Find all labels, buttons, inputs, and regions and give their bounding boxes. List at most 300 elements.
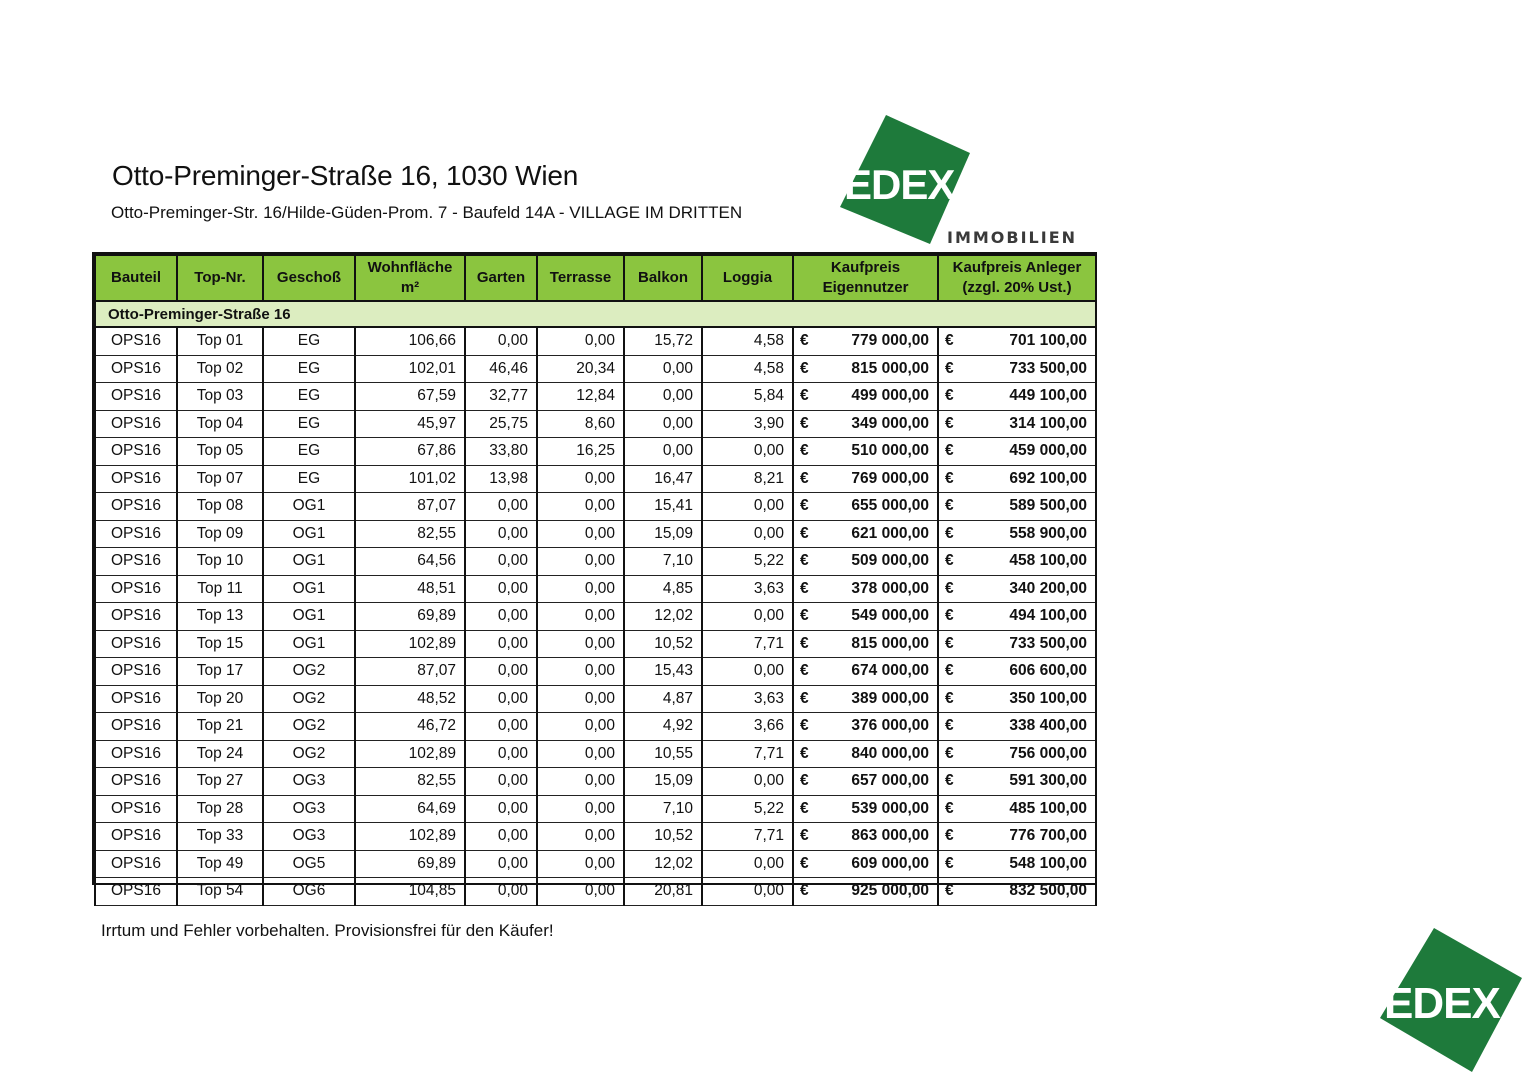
cell-kaufpreis-eigennutzer — [793, 548, 938, 576]
cell-balkon: 0,00 — [624, 410, 702, 438]
cell-kaufpreis-eigennutzer — [793, 355, 938, 383]
cell-garten: 0,00 — [465, 768, 537, 796]
cell-geschoss: OG2 — [263, 740, 355, 768]
cell-bauteil: OPS16 — [95, 795, 177, 823]
cell-wohnflaeche: 82,55 — [355, 520, 465, 548]
cell-top-nr: Top 03 — [177, 383, 263, 411]
cell-kaufpreis-eigennutzer — [793, 575, 938, 603]
cell-top-nr: Top 11 — [177, 575, 263, 603]
cell-balkon: 15,09 — [624, 768, 702, 796]
cell-garten: 0,00 — [465, 327, 537, 355]
table-header-row — [95, 255, 1096, 301]
table-row — [95, 768, 1096, 796]
price-value: 609 000,00 — [851, 854, 929, 872]
cell-geschoss: OG1 — [263, 520, 355, 548]
table-row — [95, 355, 1096, 383]
header-top-nr: Top-Nr. — [177, 255, 263, 301]
cell-kaufpreis-eigennutzer — [793, 768, 938, 796]
cell-garten: 0,00 — [465, 850, 537, 878]
price-value: 350 100,00 — [1009, 689, 1087, 707]
cell-kaufpreis-anleger — [938, 383, 1096, 411]
cell-top-nr: Top 20 — [177, 685, 263, 713]
cell-kaufpreis-anleger — [938, 493, 1096, 521]
currency-symbol: € — [800, 634, 809, 652]
cell-top-nr: Top 27 — [177, 768, 263, 796]
cell-loggia: 4,58 — [702, 327, 793, 355]
cell-geschoss: OG1 — [263, 548, 355, 576]
cell-kaufpreis-anleger — [938, 795, 1096, 823]
cell-balkon: 4,92 — [624, 713, 702, 741]
price-value: 701 100,00 — [1009, 332, 1087, 350]
cell-loggia: 5,22 — [702, 795, 793, 823]
cell-top-nr: Top 07 — [177, 465, 263, 493]
price-value: 549 000,00 — [851, 607, 929, 625]
cell-garten: 46,46 — [465, 355, 537, 383]
cell-kaufpreis-eigennutzer — [793, 383, 938, 411]
cell-top-nr: Top 28 — [177, 795, 263, 823]
cell-loggia: 0,00 — [702, 438, 793, 466]
cell-loggia: 0,00 — [702, 850, 793, 878]
currency-symbol: € — [800, 387, 809, 405]
cell-bauteil: OPS16 — [95, 713, 177, 741]
table-row — [95, 465, 1096, 493]
currency-symbol: € — [800, 332, 809, 350]
cell-geschoss: OG3 — [263, 823, 355, 851]
cell-geschoss: OG2 — [263, 685, 355, 713]
cell-wohnflaeche: 64,69 — [355, 795, 465, 823]
price-value: 499 000,00 — [851, 387, 929, 405]
cell-kaufpreis-eigennutzer — [793, 685, 938, 713]
cell-bauteil: OPS16 — [95, 603, 177, 631]
cell-kaufpreis-eigennutzer — [793, 878, 938, 906]
cell-top-nr: Top 05 — [177, 438, 263, 466]
header-bauteil: Bauteil — [95, 255, 177, 301]
price-value: 840 000,00 — [851, 744, 929, 762]
price-value: 349 000,00 — [851, 414, 929, 432]
currency-symbol: € — [945, 469, 954, 487]
cell-kaufpreis-eigennutzer — [793, 658, 938, 686]
cell-terrasse: 0,00 — [537, 603, 624, 631]
price-value: 389 000,00 — [851, 689, 929, 707]
currency-symbol: € — [800, 359, 809, 377]
header-wohnflaeche-unit: m² — [400, 279, 420, 296]
cell-balkon: 10,52 — [624, 823, 702, 851]
cell-balkon: 10,55 — [624, 740, 702, 768]
cell-wohnflaeche: 102,89 — [355, 823, 465, 851]
price-table — [94, 254, 1097, 906]
cell-loggia: 8,21 — [702, 465, 793, 493]
cell-geschoss: OG1 — [263, 630, 355, 658]
currency-symbol: € — [800, 799, 809, 817]
cell-kaufpreis-anleger — [938, 740, 1096, 768]
cell-kaufpreis-anleger — [938, 327, 1096, 355]
cell-garten: 0,00 — [465, 795, 537, 823]
cell-geschoss: EG — [263, 465, 355, 493]
price-value: 338 400,00 — [1009, 717, 1087, 735]
header-kaufpreis-eigennutzer — [793, 255, 938, 301]
cell-garten: 0,00 — [465, 878, 537, 906]
cell-terrasse: 0,00 — [537, 685, 624, 713]
cell-balkon: 12,02 — [624, 603, 702, 631]
currency-symbol: € — [945, 414, 954, 432]
table-row — [95, 438, 1096, 466]
table-row — [95, 327, 1096, 355]
edex-corner-logo — [1376, 926, 1526, 1076]
cell-garten: 13,98 — [465, 465, 537, 493]
cell-terrasse: 0,00 — [537, 713, 624, 741]
currency-symbol: € — [945, 442, 954, 460]
cell-garten: 32,77 — [465, 383, 537, 411]
cell-wohnflaeche: 87,07 — [355, 493, 465, 521]
price-value: 509 000,00 — [851, 552, 929, 570]
table-row — [95, 575, 1096, 603]
logo-wordmark: EDEX — [844, 161, 955, 208]
cell-kaufpreis-anleger — [938, 685, 1096, 713]
cell-wohnflaeche: 46,72 — [355, 713, 465, 741]
cell-bauteil: OPS16 — [95, 520, 177, 548]
cell-terrasse: 0,00 — [537, 493, 624, 521]
cell-loggia: 0,00 — [702, 493, 793, 521]
cell-terrasse: 12,84 — [537, 383, 624, 411]
cell-terrasse: 0,00 — [537, 850, 624, 878]
cell-bauteil: OPS16 — [95, 740, 177, 768]
cell-bauteil: OPS16 — [95, 493, 177, 521]
cell-geschoss: EG — [263, 355, 355, 383]
cell-terrasse: 0,00 — [537, 795, 624, 823]
cell-terrasse: 8,60 — [537, 410, 624, 438]
cell-geschoss: OG3 — [263, 795, 355, 823]
cell-garten: 33,80 — [465, 438, 537, 466]
cell-geschoss: OG1 — [263, 575, 355, 603]
page-title: Otto-Preminger-Straße 16, 1030 Wien — [112, 160, 579, 191]
cell-loggia: 0,00 — [702, 878, 793, 906]
cell-terrasse: 0,00 — [537, 768, 624, 796]
cell-kaufpreis-eigennutzer — [793, 327, 938, 355]
cell-balkon: 20,81 — [624, 878, 702, 906]
cell-bauteil: OPS16 — [95, 438, 177, 466]
currency-symbol: € — [945, 662, 954, 680]
header-loggia: Loggia — [702, 255, 793, 301]
table-row — [95, 685, 1096, 713]
cell-wohnflaeche: 69,89 — [355, 603, 465, 631]
table-row — [95, 383, 1096, 411]
price-value: 378 000,00 — [851, 579, 929, 597]
table-row — [95, 795, 1096, 823]
price-value: 863 000,00 — [851, 827, 929, 845]
cell-bauteil: OPS16 — [95, 465, 177, 493]
price-value: 733 500,00 — [1009, 634, 1087, 652]
currency-symbol: € — [945, 359, 954, 377]
cell-terrasse: 0,00 — [537, 548, 624, 576]
cell-kaufpreis-eigennutzer — [793, 493, 938, 521]
table-row — [95, 658, 1096, 686]
price-value: 539 000,00 — [851, 799, 929, 817]
cell-garten: 0,00 — [465, 520, 537, 548]
cell-kaufpreis-anleger — [938, 630, 1096, 658]
cell-kaufpreis-eigennutzer — [793, 795, 938, 823]
cell-top-nr: Top 04 — [177, 410, 263, 438]
currency-symbol: € — [800, 717, 809, 735]
cell-loggia: 0,00 — [702, 603, 793, 631]
price-value: 657 000,00 — [851, 772, 929, 790]
currency-symbol: € — [800, 827, 809, 845]
currency-symbol: € — [800, 552, 809, 570]
section-row — [95, 301, 1096, 327]
cell-geschoss: EG — [263, 383, 355, 411]
price-value: 340 200,00 — [1009, 579, 1087, 597]
cell-garten: 0,00 — [465, 713, 537, 741]
cell-bauteil: OPS16 — [95, 878, 177, 906]
cell-kaufpreis-anleger — [938, 575, 1096, 603]
cell-balkon: 10,52 — [624, 630, 702, 658]
price-value: 815 000,00 — [851, 634, 929, 652]
cell-bauteil: OPS16 — [95, 548, 177, 576]
cell-wohnflaeche: 64,56 — [355, 548, 465, 576]
table-row — [95, 878, 1096, 906]
cell-wohnflaeche: 101,02 — [355, 465, 465, 493]
cell-balkon: 7,10 — [624, 795, 702, 823]
currency-symbol: € — [945, 882, 954, 900]
cell-balkon: 12,02 — [624, 850, 702, 878]
cell-top-nr: Top 13 — [177, 603, 263, 631]
cell-terrasse: 0,00 — [537, 465, 624, 493]
currency-symbol: € — [800, 772, 809, 790]
currency-symbol: € — [800, 882, 809, 900]
price-value: 621 000,00 — [851, 524, 929, 542]
price-value: 655 000,00 — [851, 497, 929, 515]
price-value: 776 700,00 — [1009, 827, 1087, 845]
cell-geschoss: OG1 — [263, 493, 355, 521]
cell-wohnflaeche: 45,97 — [355, 410, 465, 438]
page-subtitle: Otto-Preminger-Str. 16/Hilde-Güden-Prom. 7 - Baufeld 14A - VILLAGE IM DRITTEN — [111, 203, 743, 222]
cell-loggia: 7,71 — [702, 740, 793, 768]
footnote: Irrtum und Fehler vorbehalten. Provisionsfrei für den Käufer! — [101, 921, 554, 940]
currency-symbol: € — [800, 854, 809, 872]
cell-bauteil: OPS16 — [95, 355, 177, 383]
cell-garten: 0,00 — [465, 823, 537, 851]
currency-symbol: € — [800, 524, 809, 542]
cell-loggia: 0,00 — [702, 768, 793, 796]
currency-symbol: € — [800, 689, 809, 707]
cell-wohnflaeche: 67,86 — [355, 438, 465, 466]
currency-symbol: € — [800, 414, 809, 432]
cell-top-nr: Top 02 — [177, 355, 263, 383]
cell-top-nr: Top 17 — [177, 658, 263, 686]
cell-terrasse: 0,00 — [537, 658, 624, 686]
cell-kaufpreis-eigennutzer — [793, 465, 938, 493]
price-value: 779 000,00 — [851, 332, 929, 350]
price-value: 925 000,00 — [851, 882, 929, 900]
price-table-container — [92, 252, 1097, 900]
cell-kaufpreis-anleger — [938, 878, 1096, 906]
cell-balkon: 16,47 — [624, 465, 702, 493]
price-value: 769 000,00 — [851, 469, 929, 487]
cell-bauteil: OPS16 — [95, 823, 177, 851]
cell-garten: 0,00 — [465, 603, 537, 631]
cell-terrasse: 0,00 — [537, 520, 624, 548]
table-row — [95, 630, 1096, 658]
cell-bauteil: OPS16 — [95, 410, 177, 438]
cell-balkon: 4,87 — [624, 685, 702, 713]
cell-balkon: 15,43 — [624, 658, 702, 686]
cell-geschoss: OG3 — [263, 768, 355, 796]
cell-garten: 0,00 — [465, 548, 537, 576]
cell-kaufpreis-eigennutzer — [793, 823, 938, 851]
currency-symbol: € — [945, 689, 954, 707]
currency-symbol: € — [945, 854, 954, 872]
price-value: 558 900,00 — [1009, 524, 1087, 542]
cell-kaufpreis-eigennutzer — [793, 630, 938, 658]
cell-bauteil: OPS16 — [95, 850, 177, 878]
cell-wohnflaeche: 48,51 — [355, 575, 465, 603]
cell-garten: 0,00 — [465, 493, 537, 521]
cell-geschoss: EG — [263, 327, 355, 355]
price-value: 510 000,00 — [851, 442, 929, 460]
currency-symbol: € — [945, 634, 954, 652]
cell-kaufpreis-eigennutzer — [793, 740, 938, 768]
cell-wohnflaeche: 69,89 — [355, 850, 465, 878]
cell-terrasse: 16,25 — [537, 438, 624, 466]
cell-kaufpreis-eigennutzer — [793, 603, 938, 631]
cell-geschoss: EG — [263, 438, 355, 466]
currency-symbol: € — [945, 332, 954, 350]
cell-geschoss: OG1 — [263, 603, 355, 631]
currency-symbol: € — [945, 552, 954, 570]
cell-wohnflaeche: 104,85 — [355, 878, 465, 906]
cell-geschoss: OG2 — [263, 658, 355, 686]
cell-kaufpreis-eigennutzer — [793, 438, 938, 466]
cell-kaufpreis-anleger — [938, 465, 1096, 493]
currency-symbol: € — [945, 579, 954, 597]
cell-bauteil: OPS16 — [95, 575, 177, 603]
cell-top-nr: Top 54 — [177, 878, 263, 906]
currency-symbol: € — [800, 579, 809, 597]
cell-geschoss: OG5 — [263, 850, 355, 878]
cell-terrasse: 20,34 — [537, 355, 624, 383]
cell-wohnflaeche: 87,07 — [355, 658, 465, 686]
section-label: Otto-Preminger-Straße 16 — [95, 301, 1096, 327]
cell-wohnflaeche: 106,66 — [355, 327, 465, 355]
cell-top-nr: Top 15 — [177, 630, 263, 658]
cell-kaufpreis-anleger — [938, 603, 1096, 631]
cell-wohnflaeche: 102,89 — [355, 630, 465, 658]
cell-bauteil: OPS16 — [95, 768, 177, 796]
cell-wohnflaeche: 82,55 — [355, 768, 465, 796]
cell-geschoss: EG — [263, 410, 355, 438]
cell-bauteil: OPS16 — [95, 383, 177, 411]
cell-loggia: 0,00 — [702, 658, 793, 686]
currency-symbol: € — [945, 497, 954, 515]
price-value: 376 000,00 — [851, 717, 929, 735]
cell-geschoss: OG6 — [263, 878, 355, 906]
cell-loggia: 0,00 — [702, 520, 793, 548]
cell-wohnflaeche: 102,01 — [355, 355, 465, 383]
cell-kaufpreis-anleger — [938, 768, 1096, 796]
price-value: 606 600,00 — [1009, 662, 1087, 680]
cell-top-nr: Top 09 — [177, 520, 263, 548]
cell-bauteil: OPS16 — [95, 630, 177, 658]
cell-garten: 0,00 — [465, 575, 537, 603]
cell-top-nr: Top 21 — [177, 713, 263, 741]
cell-kaufpreis-anleger — [938, 713, 1096, 741]
cell-garten: 0,00 — [465, 658, 537, 686]
currency-symbol: € — [945, 717, 954, 735]
cell-terrasse: 0,00 — [537, 823, 624, 851]
cell-wohnflaeche: 102,89 — [355, 740, 465, 768]
cell-balkon: 7,10 — [624, 548, 702, 576]
cell-kaufpreis-anleger — [938, 438, 1096, 466]
table-row — [95, 713, 1096, 741]
header-wohnflaeche-line1: Wohnfläche — [367, 258, 453, 276]
currency-symbol: € — [945, 744, 954, 762]
cell-kaufpreis-anleger — [938, 823, 1096, 851]
cell-top-nr: Top 10 — [177, 548, 263, 576]
cell-loggia: 3,63 — [702, 575, 793, 603]
header-kaufpreis-anleger — [938, 255, 1096, 301]
price-value: 733 500,00 — [1009, 359, 1087, 377]
cell-terrasse: 0,00 — [537, 327, 624, 355]
currency-symbol: € — [800, 744, 809, 762]
cell-balkon: 15,41 — [624, 493, 702, 521]
table-row — [95, 493, 1096, 521]
price-value: 449 100,00 — [1009, 387, 1087, 405]
cell-loggia: 3,90 — [702, 410, 793, 438]
cell-kaufpreis-anleger — [938, 658, 1096, 686]
cell-bauteil: OPS16 — [95, 658, 177, 686]
cell-balkon: 0,00 — [624, 383, 702, 411]
currency-symbol: € — [945, 524, 954, 542]
cell-garten: 0,00 — [465, 685, 537, 713]
table-row — [95, 548, 1096, 576]
header-garten: Garten — [465, 255, 537, 301]
cell-top-nr: Top 49 — [177, 850, 263, 878]
price-value: 459 000,00 — [1009, 442, 1087, 460]
cell-balkon: 0,00 — [624, 438, 702, 466]
table-row — [95, 823, 1096, 851]
price-value: 589 500,00 — [1009, 497, 1087, 515]
price-value: 485 100,00 — [1009, 799, 1087, 817]
currency-symbol: € — [945, 827, 954, 845]
cell-kaufpreis-anleger — [938, 410, 1096, 438]
cell-terrasse: 0,00 — [537, 630, 624, 658]
price-value: 756 000,00 — [1009, 744, 1087, 762]
header-kp-eigen-line2: Eigennutzer — [822, 279, 909, 296]
header-wohnflaeche — [355, 255, 465, 301]
price-value: 548 100,00 — [1009, 854, 1087, 872]
currency-symbol: € — [800, 607, 809, 625]
edex-logo — [836, 113, 1086, 253]
cell-loggia: 5,22 — [702, 548, 793, 576]
header-kp-anleger-line1: Kaufpreis Anleger — [952, 258, 1082, 276]
cell-balkon: 15,09 — [624, 520, 702, 548]
cell-loggia: 4,58 — [702, 355, 793, 383]
cell-top-nr: Top 33 — [177, 823, 263, 851]
cell-kaufpreis-anleger — [938, 850, 1096, 878]
table-row — [95, 603, 1096, 631]
price-value: 494 100,00 — [1009, 607, 1087, 625]
currency-symbol: € — [945, 387, 954, 405]
currency-symbol: € — [800, 662, 809, 680]
price-value: 832 500,00 — [1009, 882, 1087, 900]
cell-garten: 0,00 — [465, 740, 537, 768]
cell-terrasse: 0,00 — [537, 878, 624, 906]
cell-kaufpreis-eigennutzer — [793, 410, 938, 438]
table-row — [95, 410, 1096, 438]
cell-top-nr: Top 08 — [177, 493, 263, 521]
cell-kaufpreis-eigennutzer — [793, 850, 938, 878]
cell-loggia: 7,71 — [702, 630, 793, 658]
price-value: 314 100,00 — [1009, 414, 1087, 432]
